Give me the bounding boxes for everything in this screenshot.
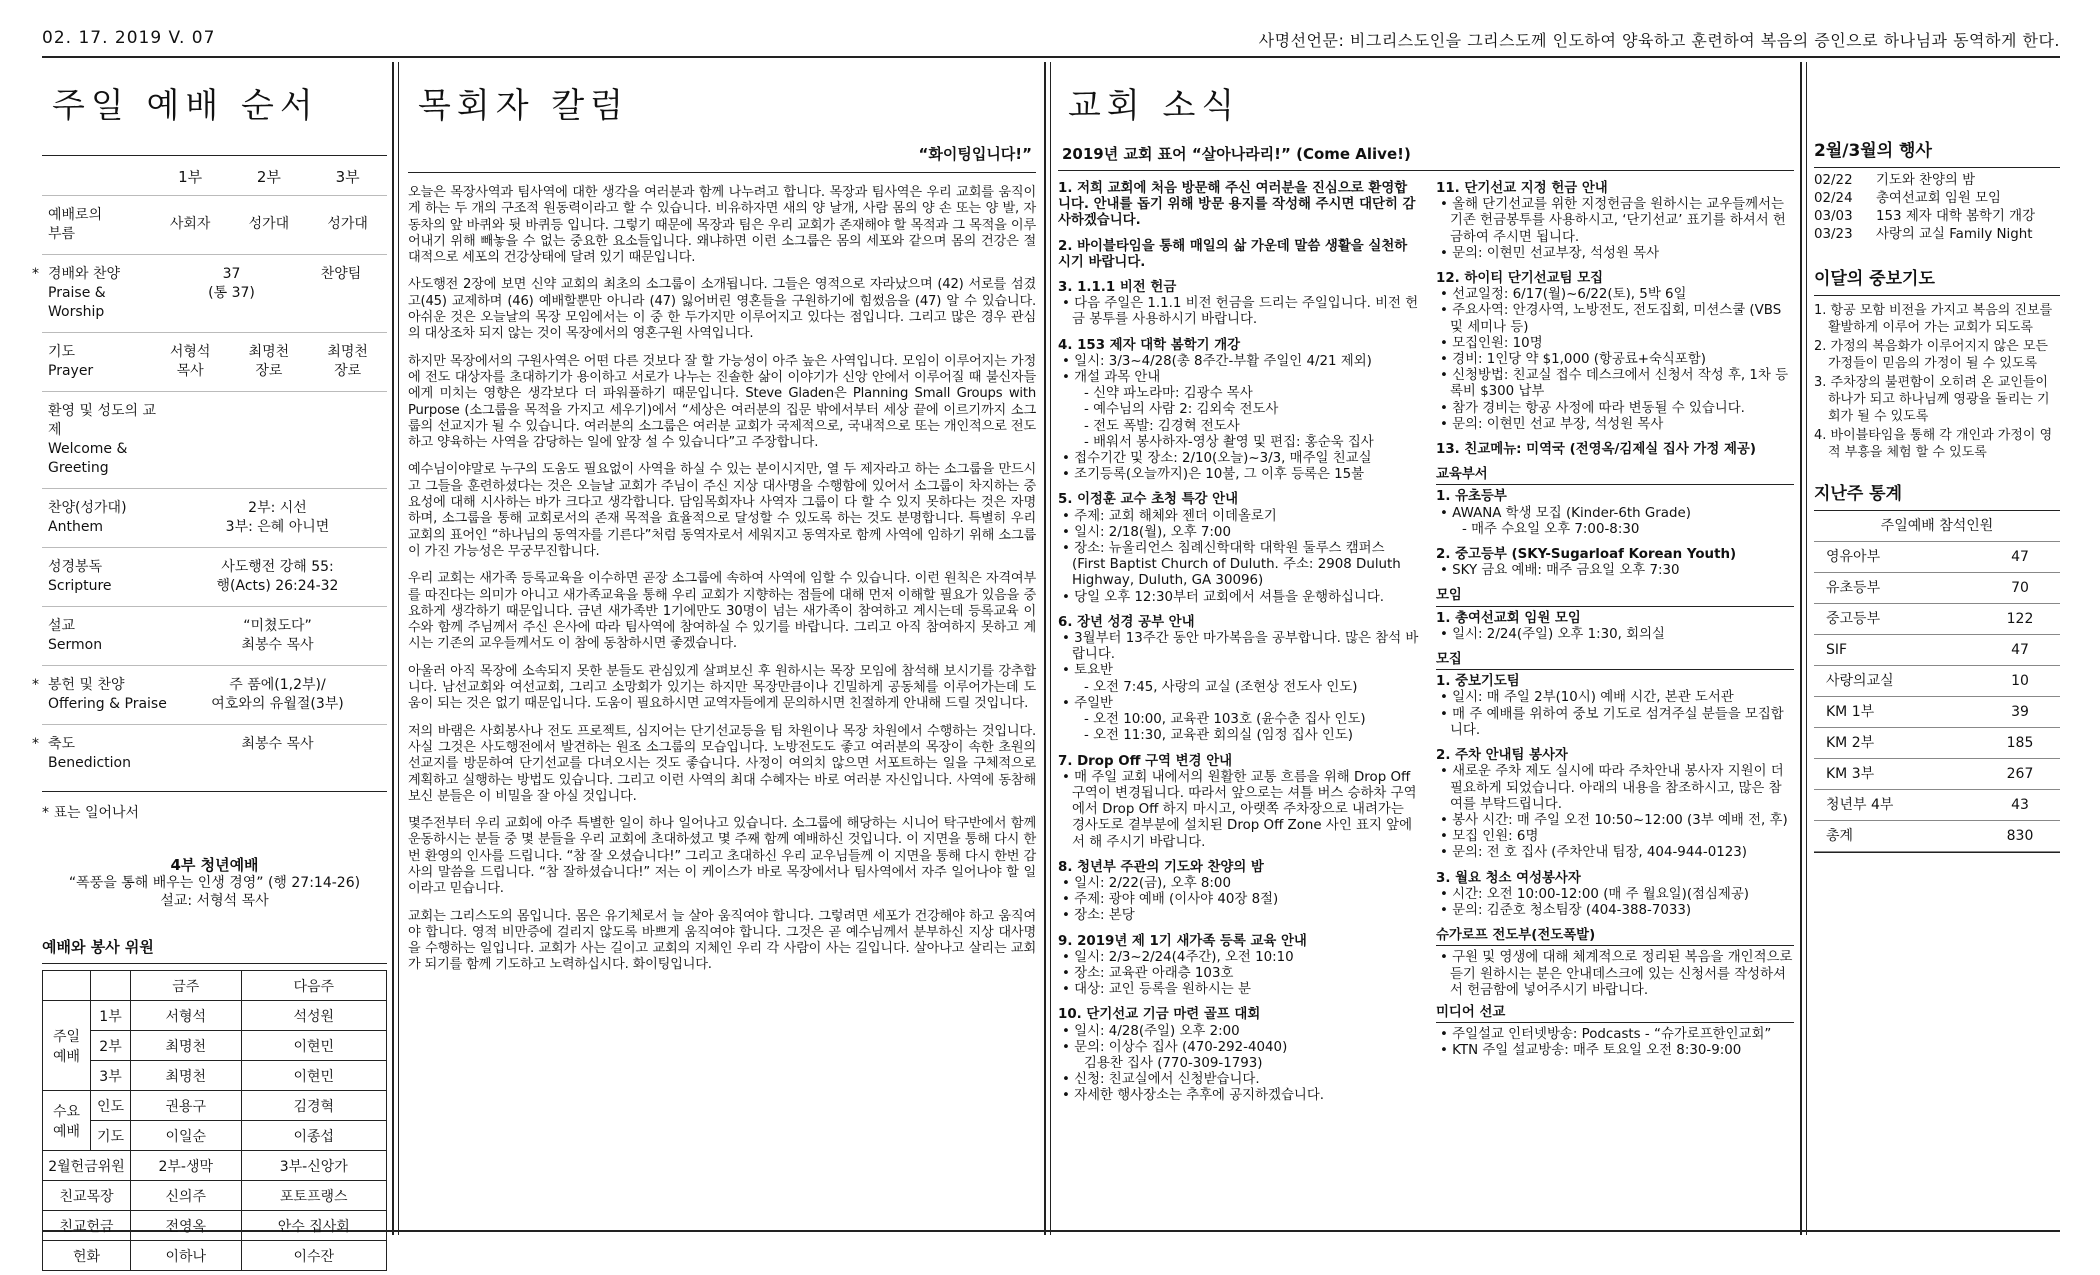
news-right-list [1436,181,1794,1114]
stat-name: KM 3부 [1826,766,1875,782]
staff-header-cell [43,971,91,1001]
stats-table [1814,542,2060,852]
sugarloaf-section-title: 슈가로프 전도부(전도폭발) [1436,928,1794,946]
staff-row [43,1001,387,1031]
news-item [1436,547,1794,579]
news-item-heading: 13. 친교메뉴: 미역국 (전영옥/김제실 집사 가정 제공) [1436,442,1756,458]
prayer-item: 4. 바이블타임을 통해 각 개인과 가정이 영적 부흥을 체험 할 수 있도록 [1814,428,2053,460]
news-item-line: • 시간: 오전 10:00-12:00 (매 주 월요일)(점심제공) [1440,886,1750,902]
news-item-heading: 1. 총여선교회 임원 모임 [1436,610,1581,626]
meeting-section-title: 모임 [1436,588,1794,606]
event-name: 기도와 찬양의 밤 [1876,173,1976,188]
staff-header-row [43,971,387,1001]
staff-table [42,970,387,1271]
stat-value: 47 [2011,549,2029,565]
stat-value: 70 [2011,580,2029,596]
col-3bu: 3부 [335,168,360,186]
staff-next-week: 3부-신앙가 [241,1151,386,1181]
stat-row [1814,573,2060,604]
col-1bu: 1부 [178,168,203,186]
news-item-line: • 주요사역: 안경사역, 노방전도, 전도집회, 미션스쿨 (VBS 및 세미나 등) [1440,303,1782,335]
staff-this-week: 최명천 [131,1061,242,1091]
edu-section-title: 교육부서 [1436,467,1794,485]
media-line: • KTN 주일 설교방송: 매주 토요일 오전 8:30-9:00 [1440,1043,1742,1059]
column-paragraph: 사도행전 2장에 보면 신약 교회의 최초의 소그룹이 소개됩니다. 그들은 영적으로 자라났으며 (42) 서로를 섬겼고(45) 교제하며 (46) 예배할뿐만 아니라 (47) 잃어버린 영혼들을 구원하기에 힘썼음을 (47) 알 수 있습니다. 아쉬운 것은 오늘날의 목장 모임에서는 이 중 한 두가지만 이루어지고 있다는 점입니다. 그리고 많은 경우 관심의 대상조차 되지 않는 것이 목장에서의 영혼구원 사역입니다. [408,277,1036,342]
column-paragraph: 저의 바램은 사회봉사나 전도 프로젝트, 심지어는 단기선교등을 팀 차원이나 목장 차원에서 수행하는 것입니다. 사실 그것은 사도행전에서 발견하는 원조 소그룹의 모습입니다. 노방전도도 좋고 여러분의 목장이 속한 초원의 선교지를 방문하여 단기선교를 다녀오시는 것도 좋습니다. 사정이 여의치 않으면 서포트하는 일을 구체적으로 계획하고 실행하는 방법도 있습니다. 그리고 이런 사역의 최대 수혜자는 바로 여러분 자신입니다. 사역에 동참해 보신 분들은 이 비밀을 잘 아실 것입니다. [408,723,1036,804]
news-item-heading: 11. 단기선교 지정 헌금 안내 [1436,181,1608,196]
stat-value: 10 [2011,673,2029,689]
stat-name: 사랑의교실 [1826,673,1894,689]
column-paragraph: 예수님이야말로 누구의 도움도 필요없이 사역을 하실 수 있는 분이시지만, 열 두 제자라고 하는 소그룹을 만드시고 그들을 훈련하셨다는 것은 오늘날 교회가 주님이 주신 지상 대사명을 수행함에 있어서 소그룹이 차지하는 중요성에 대해 시사하는 바가 크다고 생각합니다. 담임목회자나 사역자 그룹이 다 할 수 있지 못하다는 것은 자명하며, 소그룹을 통해 교회로서의 존재 목적을 효율적으로 달성할 수 있도록 하는 것도 분명합니다. 특별히 우리 교회의 표어인 “하나님의 동역자를 기른다”처럼 동역자로서 세워지고 동역자로 함께 사역에 임하기 위해 소그룹이 가진 가능성은 무궁무진합니다. [408,462,1036,559]
stat-name: 영유아부 [1826,549,1881,565]
news-item-line: • 새로운 주차 제도 실시에 따라 주차안내 봉사자 지원이 더 필요하게 되었습니다. 아래의 내용을 참조하시고, 많은 참여를 부탁드립니다. [1440,764,1784,812]
staff-sub-label: 인도 [91,1091,131,1121]
prayer-item: 1. 항공 모함 비전을 가지고 복음의 진보를 활발하게 이루어 가는 교회가 되도록 [1814,303,2053,335]
stat-row [1814,790,2060,821]
news-item-line: • 올해 단기선교를 위한 지정헌금을 원하시는 교우들께서는 기존 헌금봉투를 사용하시고, ‘단기선교’ 표기를 하셔서 헌금하여 주시면 됩니다. [1440,197,1786,245]
news-item [1058,1007,1420,1104]
news-item-heading: 4. 153 제자 대학 봄학기 개강 [1058,337,1241,353]
sugarloaf-line: • 구원 및 영생에 대해 체계적으로 정리된 복음을 개인적으로 듣기 원하시는 분은 안내데스크에 있는 신청서를 작성하셔서 헌금함에 넣어주시기 바랍니다. [1440,950,1793,998]
news-item-line: • 일시: 2/3~2/24(4주간), 오전 10:10 [1062,949,1294,965]
worship-row-label: 경배와 찬양 Praise & Worship [48,266,121,320]
news-item-line: • 3월부터 13주간 동안 마가복음을 공부합니다. 많은 참석 바랍니다. [1062,631,1419,663]
staff-row [43,1121,387,1151]
news-item-line: • 매 주일 교회 내에서의 원활한 교통 흐름을 위해 Drop Off 구역이 변경됩니다. 따라서 앞으로는 셔틀 버스 승하차 구역에서 Drop Off 하지 마시고, 아랫쪽 주차장으로 내려가는 경사도로 곁부분에 설치된 Drop Off Zone 사인 표지 앞에서 해 주시기 바랍니다. [1062,769,1417,850]
event-row [1814,190,2060,208]
staff-next-week: 김경혁 [241,1091,386,1121]
worship-row-3bu: 찬양팀 [320,266,362,282]
staff-this-week: 권용구 [131,1091,242,1121]
staff-this-week: 2부-생막 [131,1151,242,1181]
news-item-heading: 1. 저희 교회에 처음 방문해 주신 여러분을 진심으로 환영합니다. 안내를 돕기 위해 방문 용지를 작성해 주시면 대단히 감사하겠습니다. [1058,181,1416,229]
worship-row-label: 성경봉독 Scripture [48,559,112,594]
youth-sermon-title: “폭풍을 통해 배우는 인생 경영” (행 27:14-26) [68,875,361,891]
news-item-line: • 참가 경비는 항공 사정에 따라 변동될 수 있습니다. [1440,400,1745,416]
stat-row [1814,759,2060,790]
staff-this-week: 최명천 [131,1031,242,1061]
news-item-line: • 문의: 전 호 집사 (주차안내 팀장, 404-944-0123) [1440,845,1747,861]
event-name: 사랑의 교실 Family Night [1876,227,2033,242]
news-item-line: • 주제: 광야 예배 (이사야 40장 8절) [1062,892,1279,908]
news-item-line: • 다음 주일은 1.1.1 비전 헌금을 드리는 주일입니다. 비전 헌금 봉투를 사용하시기 바랍니다. [1062,296,1419,328]
worship-row-value: “미쳤도다” 최봉수 목사 [241,618,314,653]
worship-row [42,547,387,606]
staff-row [43,1181,387,1211]
staff-cell-label: 헌화 [43,1241,131,1271]
divider-2b [1050,62,1051,1235]
news-item-line: • 모집 인원: 6명 [1440,829,1539,845]
news-item [1058,934,1420,999]
worship-order-list [32,195,387,783]
news-item-line: 김용찬 집사 (770-309-1793) [1084,1055,1263,1071]
top-rule [42,56,2060,58]
news-item-heading: 10. 단기선교 기금 마련 골프 대회 [1058,1007,1261,1023]
worship-row-label: 축도 Benediction [48,736,131,771]
staff-next-week: 포토프랭스 [241,1181,386,1211]
stat-name: KM 2부 [1826,735,1875,751]
worship-row [32,665,387,724]
staff-next-week: 이수잔 [241,1241,386,1271]
news-item [1058,860,1420,925]
mission-statement: 사명선언문: 비그리스도인을 그리스도께 인도하여 양육하고 훈련하여 복음의 증인으로 하나님과 동역하게 한다. [1258,31,2060,50]
news-item-line: - 매주 수요일 오후 7:00-8:30 [1462,521,1640,537]
news-item-heading: 7. Drop Off 구역 변경 안내 [1058,753,1233,769]
news-item-line: • 봉사 시간: 매 주일 오전 10:50~12:00 (3부 예배 전, 후) [1440,812,1788,828]
news-item-line: • 신청: 친교실에서 신청받습니다. [1062,1072,1260,1088]
news-item-line: • 주일반 [1062,695,1113,711]
news-item [1058,181,1420,230]
column-paragraph: 아울러 아직 목장에 소속되지 못한 분들도 관심있게 살펴보신 후 원하시는 목장 모임에 참석해 보시기를 강추합니다. 남선교회와 여선교회, 그리고 소망회가 있기는 하지만 목장만큼이나 긴밀하게 공동체를 이루어가는데 도움이 되는 것은 없기 때문입니다. 도움이 필요하시면 교역자들에게 문의하시면 친절하게 안내해 드릴 것입니다. [408,663,1036,712]
news-item-line: • 일시: 2/18(월), 오후 7:00 [1062,524,1231,540]
staff-row [43,1241,387,1271]
stat-value: 830 [2006,828,2034,844]
media-line: • 주일설교 인터넷방송: Podcasts - “슈가로프한인교회” [1440,1027,1772,1043]
staff-header-cell [91,971,131,1001]
column-title: 목회자 칼럼 [418,86,630,126]
news-item-line: - 오전 10:00, 교육관 103호 (윤수춘 집사 인도) [1084,712,1366,728]
news-item [1058,239,1420,271]
youth-service [42,856,387,910]
prayer-list [1814,302,2060,461]
news-item [1436,871,1794,920]
stat-row [1814,542,2060,573]
staff-header-cell: 금주 [131,971,242,1001]
news-item-line: • 대상: 교인 등록을 원하시는 분 [1062,982,1251,998]
stat-value: 122 [2006,611,2034,627]
stand-note: * 표는 일어나서 [42,791,387,822]
worship-row [42,391,387,488]
staff-sub-label: 1부 [91,1001,131,1031]
worship-row-label: 환영 및 성도의 교제 Welcome & Greeting [48,403,157,476]
pastor-column [408,66,1036,1231]
sidebar-column [1814,66,2060,1231]
divider-2 [1044,62,1046,1235]
staff-next-week: 이현민 [241,1061,386,1091]
stat-name: 청년부 4부 [1826,797,1894,813]
worship-row-value: 최봉수 목사 [241,736,314,752]
prayer-item: 3. 주차장의 불편함이 오히려 온 교인들이 하나가 되고 하나님께 영광을 돌리는 기회가 될 수 있도록 [1814,375,2050,424]
news-item-line: • 일시: 2/24(주일) 오후 1:30, 회의실 [1440,626,1665,642]
staff-sub-label: 3부 [91,1061,131,1091]
event-name: 153 제자 대학 봄학기 개강 [1876,209,2036,224]
staff-this-week: 신의주 [131,1181,242,1211]
news-item-line: • AWANA 학생 모집 (Kinder-6th Grade) [1440,505,1691,521]
col-2bu: 2부 [256,168,281,186]
staff-row [43,1151,387,1181]
news-item-line: • 일시: 2/22(금), 오후 8:00 [1062,875,1231,891]
worship-row-label: 설교 Sermon [48,618,103,653]
news-item-heading: 2. 중고등부 (SKY-Sugarloaf Korean Youth) [1436,547,1737,563]
news-item-line: • 문의: 김준호 청소팀장 (404-388-7033) [1440,902,1692,918]
stats-title: 지난주 통계 [1814,484,1903,504]
column-subtitle: “화이팅입니다!” [918,145,1032,163]
worship-row [32,724,387,783]
news-item [1436,489,1794,538]
news-item-line: • 신청방법: 친교실 접수 데스크에서 신청서 작성 후, 1차 등록비 $300 납부 [1440,368,1789,400]
news-item [1436,611,1794,643]
worship-row [32,254,387,332]
news-item-line: - 배워서 봉사하자-영상 촬영 및 편집: 홍순욱 집사 [1084,434,1374,450]
staff-next-week: 이현민 [241,1031,386,1061]
column-paragraph: 오늘은 목장사역과 팀사역에 대한 생각을 여러분과 함께 나누려고 합니다. 목장과 팀사역은 우리 교회를 움직이게 하는 두 개의 구조적 원동력이라고 할 수 있습니다. 비유하자면 새의 양 날개, 사람 몸의 양 손 또는 양 발, 자동차의 앞 바퀴와 뒷 바퀴등 입니다. 그렇기 때문에 목장과 팀은 우리 교회가 존재해야 할 목적과 그 목적을 이루어내기 위해 빼놓을 수 없는 중요한 요소들입니다. 왜냐하면 이런 소그룹은 몸의 세포와 같으며 몸의 건강은 절대적으로 세포의 건강상태에 달려 있기 때문입니다. [408,185,1036,266]
news-item-line: - 예수님의 사람 2: 김외숙 전도사 [1084,402,1279,418]
divider-1 [392,62,394,1235]
stand-marker: * [32,677,39,693]
worship-column-headers [42,156,387,195]
worship-row-cell: 성가대 [327,216,368,232]
worship-column [32,66,387,1265]
events-list [1814,172,2060,244]
staff-group-label: 수요 예배 [43,1091,91,1151]
staff-row [43,1061,387,1091]
news-item-line: • 장소: 교육관 아래층 103호 [1062,965,1234,981]
news-item-line: • 조기등록(오늘까지)은 10불, 그 이후 등록은 15불 [1062,467,1365,483]
events-title: 2월/3월의 행사 [1814,141,1932,161]
worship-row-label: 찬양(성가대) Anthem [48,500,127,535]
worship-title: 주일 예배 순서 [52,86,319,126]
stat-value: 43 [2011,797,2029,813]
column-body [408,185,1036,974]
staff-header-cell: 다음주 [241,971,386,1001]
worship-row-cell: 최명천 장로 [327,344,368,379]
stand-marker: * [32,266,39,282]
news-item-heading: 9. 2019년 제 1기 새가족 등록 교육 안내 [1058,933,1307,949]
news-item-heading: 1. 중보기도팀 [1436,674,1520,690]
stat-value: 185 [2006,735,2034,751]
news-item-heading: 2. 바이블타임을 통해 매일의 삶 가운데 말씀 생활을 실천하시기 바랍니다. [1058,238,1408,270]
news-item-line: - 신약 파노라마: 김광수 목사 [1084,386,1253,402]
column-paragraph: 몇주전부터 우리 교회에 아주 특별한 일이 하나 일어나고 있습니다. 소그룹에 해당하는 시니어 탁구반에서 함께 운동하시는 분들 중 몇 분들을 우리 교회에 초대하셨고 몇 주째 함께 예배하신 것입니다. 이 지면을 통해 다시 한번 환영의 인사를 드립니다. “참 잘 오셨습니다!” 그리고 초대하신 우리 교우님들께 이 지면을 통해 다시 한번 감사의 말씀을 드립니다. “참 잘하셨습니다!” 저는 이 케이스가 바로 목장에서나 팀사역에서 자주 일어나야 할 일이라고 믿습니다. [408,816,1036,897]
column-paragraph: 하지만 목장에서의 구원사역은 어떤 다른 것보다 잘 할 가능성이 아주 높은 사역입니다. 모임이 이루어지는 가정에 전도 대상자를 초대하기가 용이하고 서로가 나누는 진솔한 삶이 이야기가 신앙 안에서 이루어질 때 불신자들에게 미치는 영향은 생각보다 더 파워풀하기 때문입니다. Steve Gladen은 Planning Small Groups with Purpose (소그룹을 목적을 가지고 세우기)에서 “세상은 여러분의 집문 밖에서부터 세상 끝에 이르기까지 소그룹의 선교지가 될 수 있습니다. 여러분의 소그룹은 여러분 교회가 국제적으로, 국내적으로 또는 개인적으로 전도하고 양육하는 사역을 감당하는 일에 앞장 설 수 있습니다”고 주장합니다. [408,353,1036,451]
news-item-line: • 일시: 3/3~4/28(총 8주간-부활 주일인 4/21 제외) [1062,353,1372,369]
staff-cell-label: 친교목장 [43,1181,131,1211]
news-item-line: - 오전 11:30, 교육관 회의실 (임정 집사 인도) [1084,728,1354,744]
staff-row [43,1091,387,1121]
news-item-heading: 12. 하이티 단기선교팀 모집 [1436,271,1604,287]
news-item [1058,615,1420,745]
worship-row-cell: 사회자 [169,216,211,232]
staff-row [43,1031,387,1061]
staff-sub-label: 기도 [91,1121,131,1151]
staff-group-label: 주일 예배 [43,1001,91,1091]
news-item-line: • 토요반 [1062,663,1113,679]
stand-marker: * [32,736,39,752]
news-item [1058,492,1420,605]
news-item-line: • 당일 오후 12:30부터 교회에서 셔틀을 운행하십니다. [1062,589,1385,605]
news-left-list [1058,181,1420,1114]
staff-cell-label: 친교헌금 [43,1211,131,1241]
news-item-heading: 5. 이정훈 교수 초청 특강 안내 [1058,492,1239,508]
news-item [1436,271,1794,433]
prayer-item: 2. 가정의 복음화가 이루어지지 않은 모든 가정들이 믿음의 가정이 될 수 있도록 [1814,339,2048,371]
stat-name: SIF [1826,642,1848,658]
news-item-heading: 6. 장년 성경 공부 안내 [1058,614,1195,630]
news-item-heading: 1. 유초등부 [1436,489,1507,505]
worship-row-value: 주 품에(1,2부)/ 여호와의 유월절(3부) [211,677,344,712]
stat-value: 267 [2006,766,2034,782]
prayer-title: 이달의 중보기도 [1814,269,1935,289]
news-item-heading: 3. 1.1.1 비전 헌금 [1058,280,1177,296]
stat-row [1814,635,2060,666]
worship-row [42,606,387,665]
worship-row-label: 예배로의 부름 [48,207,103,242]
staff-this-week: 이일순 [131,1121,242,1151]
news-column [1058,66,1794,1231]
news-item-heading: 3. 월요 청소 여성봉사자 [1436,870,1581,886]
worship-row-label: 기도 Prayer [48,344,94,379]
stat-value: 47 [2011,642,2029,658]
news-item-line: - 오전 7:45, 사랑의 교실 (조현상 전도사 인도) [1084,679,1358,695]
staff-row [43,1211,387,1241]
news-item [1058,280,1420,329]
news-item [1436,748,1794,861]
stat-row [1814,604,2060,635]
news-item-line: • 일시: 4/28(주일) 오후 2:00 [1062,1023,1240,1039]
news-item [1058,754,1420,851]
staff-this-week: 서형석 [131,1001,242,1031]
event-row [1814,172,2060,190]
youth-title: 4부 청년예배 [170,856,259,874]
media-section-title: 미디어 선교 [1436,1005,1794,1023]
news-item-line: • 개설 과목 안내 [1062,370,1161,386]
stat-name: 중고등부 [1826,611,1881,627]
news-item [1436,674,1794,739]
stat-row [1814,728,2060,759]
issue-date: 02. 17. 2019 V. 07 [42,28,216,48]
worship-row-cell: 최명천 장로 [248,344,290,379]
news-item-line: • 문의: 이상수 집사 (470-292-4040) [1062,1039,1288,1055]
church-motto: 2019년 교회 표어 “살아나라리!” (Come Alive!) [1062,145,1411,163]
event-row [1814,226,2060,244]
worship-row [42,488,387,547]
news-item-line: • 접수기간 및 장소: 2/10(오늘)~3/3, 매주일 친교실 [1062,451,1372,467]
staff-title: 예배와 봉사 위원 [42,938,154,956]
staff-cell-label: 2월헌금위원 [43,1151,131,1181]
staff-this-week: 전영옥 [131,1211,242,1241]
news-item-line: • 장소: 뉴올리언스 침례신학대학 대학원 둘루스 캠퍼스 (First Baptist Church of Duluth. 주소: 2908 Duluth Highway, Duluth, GA 30096) [1062,541,1401,589]
news-item-line: • 문의: 이현민 선교부장, 석성원 목사 [1440,245,1660,261]
worship-row [42,332,387,391]
news-item-line: • 일시: 매 주일 2부(10시) 예배 시간, 본관 도서관 [1440,690,1734,706]
stat-row [1814,697,2060,728]
news-item-line: • 장소: 본당 [1062,908,1135,924]
staff-next-week: 안수 집사회 [241,1211,386,1241]
news-item-line: • 자세한 행사장소는 추후에 공지하겠습니다. [1062,1088,1325,1104]
stat-row [1814,666,2060,697]
divider-3 [1800,62,1802,1235]
event-date: 02/22 [1814,173,1853,188]
event-date: 03/23 [1814,227,1853,242]
news-item-line: • SKY 금요 예배: 매주 금요일 오후 7:30 [1440,563,1680,579]
column-paragraph: 교회는 그리스도의 몸입니다. 몸은 유기체로서 늘 살아 움직여야 합니다. 그렇려면 세포가 건강해야 하고 움직여야 합니다. 영적 비만증에 걸리지 않도록 바쁘게 움직여야 합니다. 그것은 곧 예수님께서 분부하신 지상 대사명을 수행하는 일입니다. 교회가 사는 길이고 교회의 지체인 우리 각 사람이 사는 길입니다. 살아나고 살리는 교회가 되기를 함께 기도하고 노력하십시다. 화이팅입니다. [408,908,1036,973]
worship-row-cell: 서형석 목사 [169,344,211,379]
staff-this-week: 이하나 [131,1241,242,1271]
divider-1b [398,62,399,1235]
news-item-heading: 8. 청년부 주관의 기도와 찬양의 밤 [1058,859,1264,875]
recruit-section-title: 모집 [1436,652,1794,670]
news-item-line: • 매 주 예배를 위하여 중보 기도로 섬겨주실 분들을 모집합니다. [1440,706,1784,738]
worship-row-label: 봉헌 및 찬양 Offering & Praise [48,677,167,712]
worship-row [42,195,387,254]
worship-row-cell: 성가대 [248,216,290,232]
news-item-line: • 선교일정: 6/17(월)~6/22(토), 5박 6일 [1440,287,1687,303]
news-item-line: • 주제: 교회 해체와 젠더 이데올로기 [1062,508,1277,524]
news-item [1436,181,1794,262]
news-item [1058,338,1420,484]
news-item [1436,442,1794,458]
staff-next-week: 석성원 [241,1001,386,1031]
news-item-line: - 전도 폭발: 김경혁 전도사 [1084,418,1240,434]
stat-name: KM 1부 [1826,704,1875,720]
news-item-heading: 2. 주차 안내팀 봉사자 [1436,748,1568,764]
event-date: 02/24 [1814,191,1853,206]
staff-next-week: 이종섭 [241,1121,386,1151]
news-item-line: • 경비: 1인당 약 $1,000 (항공료+숙식포함) [1440,352,1706,368]
staff-sub-label: 2부 [91,1031,131,1061]
divider-3b [1806,62,1807,1235]
stat-value: 39 [2011,704,2029,720]
stat-name: 총계 [1826,828,1854,844]
column-paragraph: 우리 교회는 새가족 등록교육을 이수하면 곧장 소그룹에 속하여 사역에 임할 수 있습니다. 이런 원칙은 자격여부를 따진다는 의미가 아니고 새가족교육을 통해 우리 교회가 지향하는 점들에 대해 먼저 이해할 필요가 있음을 중요하게 생각하기 때문입니다. 금년 새가족반 1기에만도 30명이 넘는 새가족이 참여하고 계시는데 등록교육 이수와 함께 주님께서 주신 은사에 따라 팀사역에 참여하실 수 있기를 바랍니다. 그리고 아직 참여하지 못하고 계시는 기존의 교우들께서도 이 참에 동참하시면 좋겠습니다. [408,571,1036,652]
youth-preacher: 설교: 서형석 목사 [160,893,269,909]
event-row [1814,208,2060,226]
news-title: 교회 소식 [1068,86,1241,126]
event-date: 03/03 [1814,209,1853,224]
stat-name: 유초등부 [1826,580,1881,596]
stats-subtitle: 주일예배 참석인원 [1814,511,2060,542]
worship-row-value: 2부: 시선 3부: 은혜 아니면 [225,500,330,535]
news-item-line: • 모집인원: 10명 [1440,335,1543,351]
stat-row [1814,821,2060,852]
news-item-line: • 문의: 이현민 선교 부장, 석성원 목사 [1440,416,1664,432]
worship-row-value: 37 (통 37) [208,266,255,301]
event-name: 총여선교회 임원 모임 [1876,191,2001,206]
worship-row-value: 사도행전 강해 55: 행(Acts) 26:24-32 [216,559,339,594]
